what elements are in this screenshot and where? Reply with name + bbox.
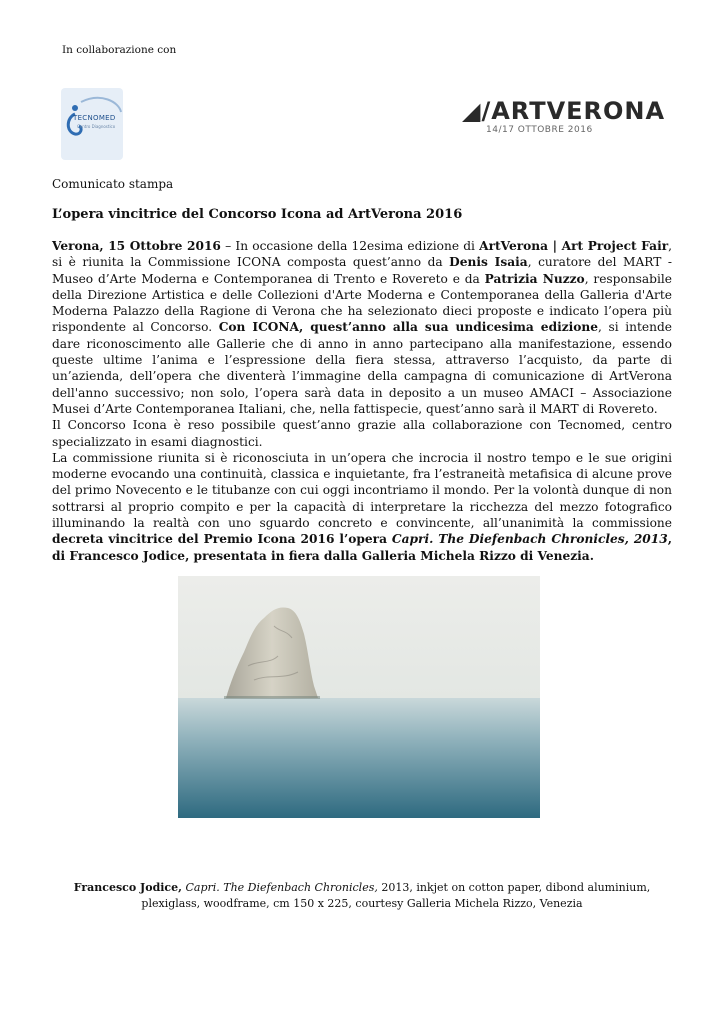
artverona-logo-text: ◢/ARTVERONA (462, 97, 666, 125)
tecnomed-logo (61, 88, 123, 160)
artverona-mark-icon: ◢/ (462, 97, 492, 125)
artverona-logo (462, 97, 666, 137)
artverona-logo-dates: 14/17 OTTOBRE 2016 (486, 125, 593, 135)
paragraph-1: Verona, 15 Ottobre 2016 – In occasione della 12esima edizione di ArtVerona | Art Project Fair, si è riunita la Commissione ICONA composta quest’anno da Denis Isaia, curatore del MART - Museo d’Arte Moderna e Contemporanea di Trento e Rovereto e da Patrizia Nuzzo, responsabile della Direzione Artistica e delle Collezioni d'Arte Moderna e Contemporanea della Galleria d'Arte Moderna Palazzo della Ragione di Verona che ha selezionato dieci proposte e indicato l’opera più rispondente al Concorso. Con ICONA, quest’anno alla sua undicesima edizione, si intende dare riconoscimento alle Gallerie che di anno in anno partecipano alla manifestazione, essendo queste ultime l’anima e l’espressione della fiera stessa, attraverso l’acquisto, da parte di un’azienda, dell’opera che diventerà l’immagine della campagna di comunicazione di ArtVerona dell'anno successivo; non solo, l’opera sarà data in deposito a un museo AMACI – Associazione Musei d’Arte Contemporanea Italiani, che, nella fattispecie, quest’anno sarà il MART di Rovereto. (52, 239, 673, 416)
page-title: L’opera vincitrice del Concorso Icona ad ArtVerona 2016 (52, 207, 463, 222)
artwork-caption (52, 880, 672, 912)
press-release-body (52, 238, 672, 564)
artwork-photo (178, 576, 540, 818)
tecnomed-logo-subtext: Centro Diagnostico (77, 124, 116, 129)
capri-rock-seascape-image (178, 576, 540, 818)
paragraph-2: Il Concorso Icona è reso possibile quest’anno grazie alla collaborazione con Tecnomed, centro specializzato in esami diagnostici. (52, 418, 672, 449)
caption-title: Capri. The Diefenbach Chronicles, (185, 881, 378, 894)
paragraph-3: La commissione riunita si è riconosciuta in un’opera che incrocia il nostro tempo e le sue origini moderne evocando una continuità, classica e inquietante, fra l’estraneità metafisica di alcune prove del primo Novecento e le titubanze con cui oggi incontriamo il mondo. Per la volontà dunque di non sottrarsi al proprio compito e per la capacità di interpretare la ricchezza del mezzo fotografico illuminando la realtà con uno sguardo concreto e convincente, all’unanimità la commissione decreta vincitrice del Premio Icona 2016 l’opera Capri. The Diefenbach Chronicles, 2013, di Francesco Jodice, presentata in fiera dalla Galleria Michela Rizzo di Venezia. (52, 450, 672, 563)
tecnomed-logo-text: TECNOMED (73, 114, 116, 122)
collaboration-label: In collaborazione con (62, 44, 177, 56)
caption-details: 2013, inkjet on cotton paper, dibond aluminium, plexiglass, woodframe, cm 150 x 225, courtesy Galleria Michela Rizzo, Venezia (141, 881, 651, 910)
document-type-label: Comunicato stampa (52, 177, 174, 191)
caption-artist: Francesco Jodice, (73, 881, 182, 894)
